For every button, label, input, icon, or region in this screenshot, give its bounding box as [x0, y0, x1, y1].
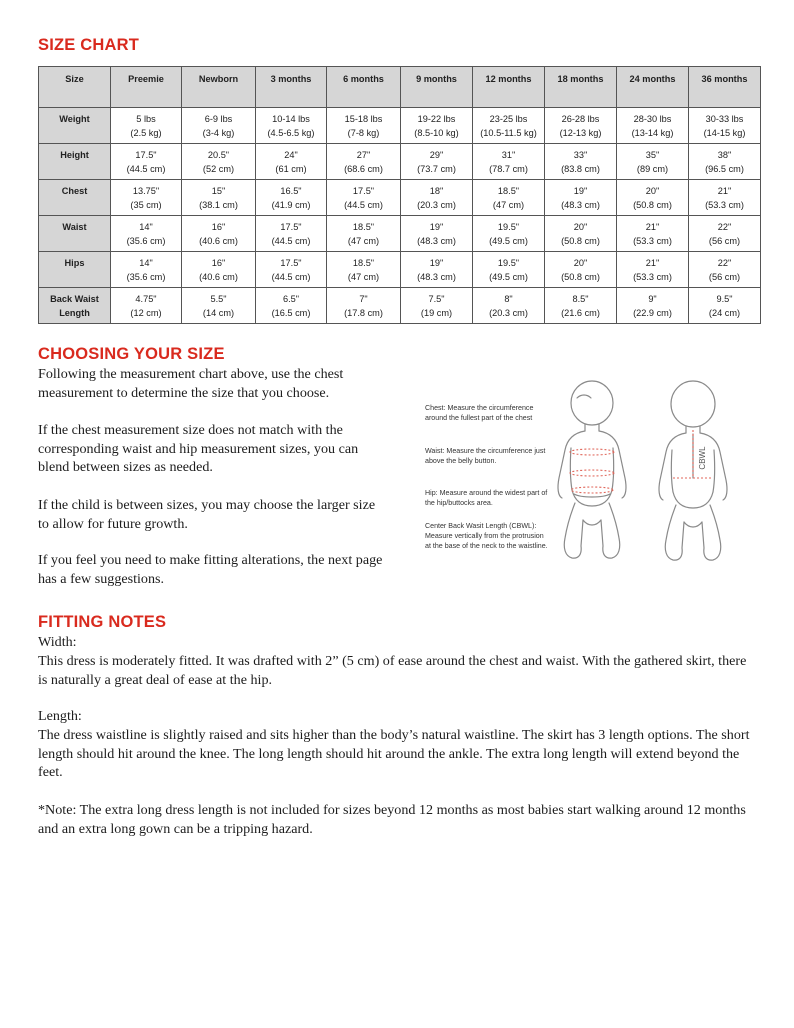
imperial-value: 5.5"	[210, 293, 227, 304]
metric-value: (56 cm)	[708, 235, 741, 246]
imperial-value: 18.5"	[352, 221, 375, 232]
metric-value: (53.3 cm)	[633, 271, 672, 282]
metric-value: (49.5 cm)	[489, 271, 528, 282]
imperial-value: 31"	[501, 149, 516, 160]
size-header: Preemie	[111, 67, 182, 108]
imperial-value: 22"	[717, 221, 732, 232]
imperial-value: 16"	[211, 221, 226, 232]
metric-value: (12 cm)	[130, 307, 162, 318]
measurement-cell	[256, 144, 327, 180]
row-label: Back Waist Length	[39, 288, 111, 324]
metric-value: (96.5 cm)	[705, 163, 744, 174]
measurement-cell	[327, 180, 401, 216]
imperial-value: 5 lbs	[136, 113, 156, 124]
baby-measurement-diagram	[545, 378, 750, 573]
imperial-value: 18"	[429, 185, 444, 196]
imperial-value: 13.75"	[132, 185, 160, 196]
imperial-value: 30-33 lbs	[705, 113, 744, 124]
width-text: This dress is moderately fitted. It was drafted with 2” (5 cm) of ease around the chest and waist. With the gathered skirt, there is naturally a great deal of ease at the hip.	[38, 653, 747, 688]
metric-value: (53.3 cm)	[633, 235, 672, 246]
measurement-cell	[182, 288, 256, 324]
imperial-value: 27"	[356, 149, 371, 160]
imperial-value: 19-22 lbs	[417, 113, 456, 124]
imperial-value: 18.5"	[352, 257, 375, 268]
measurement-cell	[327, 108, 401, 144]
imperial-value: 19"	[429, 257, 444, 268]
measurement-cell	[473, 288, 545, 324]
metric-value: (12-13 kg)	[559, 127, 602, 138]
hip-measure-line	[571, 487, 613, 493]
measurement-cell	[545, 144, 617, 180]
metric-value: (22.9 cm)	[633, 307, 672, 318]
measurement-cell	[401, 108, 473, 144]
imperial-value: 20"	[645, 185, 660, 196]
measurement-cell	[327, 144, 401, 180]
choosing-size-title: CHOOSING YOUR SIZE	[38, 345, 225, 363]
metric-value: (47 cm)	[492, 199, 525, 210]
size-header: 36 months	[689, 67, 761, 108]
metric-value: (44.5 cm)	[271, 271, 311, 282]
metric-value: (73.7 cm)	[417, 163, 456, 174]
metric-value: (48.3 cm)	[561, 199, 600, 210]
measurement-cell	[401, 252, 473, 288]
imperial-value: 20"	[573, 221, 588, 232]
measurement-cell	[473, 144, 545, 180]
choosing-paragraph-3: If the child is between sizes, you may choose the larger size to allow for future growth.	[38, 497, 376, 532]
imperial-value: 14"	[139, 257, 153, 268]
measurement-cell	[617, 108, 689, 144]
size-header-row	[39, 67, 761, 108]
imperial-value: 17.5"	[352, 185, 375, 196]
metric-value: (40.6 cm)	[199, 271, 238, 282]
imperial-value: 28-30 lbs	[633, 113, 672, 124]
size-chart-title: SIZE CHART	[38, 36, 139, 54]
measurement-cell	[182, 180, 256, 216]
metric-value: (20.3 cm)	[489, 307, 528, 318]
metric-value: (40.6 cm)	[199, 235, 238, 246]
measurement-row	[39, 180, 761, 216]
metric-value: (4.5-6.5 kg)	[267, 127, 315, 138]
measurement-cell	[182, 252, 256, 288]
imperial-value: 15-18 lbs	[344, 113, 383, 124]
imperial-value: 21"	[645, 221, 660, 232]
measurement-cell	[545, 108, 617, 144]
imperial-value: 14"	[139, 221, 153, 232]
measurement-cell	[401, 216, 473, 252]
metric-value: (50.8 cm)	[561, 235, 600, 246]
measurement-cell	[689, 216, 761, 252]
metric-value: (7-8 kg)	[347, 127, 380, 138]
imperial-value: 9.5"	[716, 293, 733, 304]
imperial-value: 38"	[717, 149, 732, 160]
imperial-value: 17.5"	[280, 257, 302, 268]
size-chart-body	[39, 108, 761, 324]
row-label: Hips	[39, 252, 111, 288]
imperial-value: 26-28 lbs	[561, 113, 600, 124]
measurement-cell	[111, 180, 182, 216]
metric-value: (50.8 cm)	[561, 271, 600, 282]
imperial-value: 16"	[211, 257, 226, 268]
metric-value: (47 cm)	[347, 235, 380, 246]
waist-measure-line	[570, 470, 614, 476]
imperial-value: 6.5"	[282, 293, 300, 304]
chest-measure-note: Chest: Measure the circumference around the fullest part of the chest	[425, 404, 534, 422]
measurement-cell	[401, 144, 473, 180]
hip-measure-note: Hip: Measure around the widest part of the hip/buttocks area.	[425, 489, 548, 507]
choosing-paragraph-1: Following the measurement chart above, use the chest measurement to determine the size that you choose.	[38, 366, 344, 401]
measurement-cell	[256, 288, 327, 324]
imperial-value: 22"	[717, 257, 732, 268]
imperial-value: 19"	[573, 185, 588, 196]
measurement-cell	[401, 288, 473, 324]
metric-value: (14 cm)	[202, 307, 235, 318]
measurement-row	[39, 216, 761, 252]
row-label: Height	[39, 144, 111, 180]
measurement-row	[39, 288, 761, 324]
metric-value: (44.5 cm)	[126, 163, 166, 174]
metric-value: (44.5 cm)	[271, 235, 311, 246]
imperial-value: 4.75"	[135, 293, 157, 304]
length-text: The dress waistline is slightly raised and sits higher than the body’s natural waistline. The skirt has 3 length options. The short length should hit around the knee. The long length should hit around the ankle. The extra long length will extend beyond the feet.	[38, 727, 750, 781]
choosing-paragraph-4: If you feel you need to make fitting alterations, the next page has a few suggestions.	[38, 552, 383, 587]
size-header: 9 months	[401, 67, 473, 108]
imperial-value: 16.5"	[280, 185, 302, 196]
fitting-notes-title: FITTING NOTES	[38, 613, 167, 631]
measurement-cell	[617, 288, 689, 324]
imperial-value: 20.5"	[207, 149, 230, 160]
fitting-note: *Note: The extra long dress length is not included for sizes beyond 12 months as most babies start walking around 12 months and an extra long gown can be a tripping hazard.	[38, 802, 746, 837]
imperial-value: 17.5"	[280, 221, 302, 232]
metric-value: (20.3 cm)	[417, 199, 456, 210]
row-label: Waist	[39, 216, 111, 252]
measurement-cell	[111, 108, 182, 144]
measurement-cell	[473, 216, 545, 252]
imperial-value: 6-9 lbs	[204, 113, 233, 124]
metric-value: (14-15 kg)	[703, 127, 746, 138]
measurement-cell	[545, 288, 617, 324]
imperial-value: 19.5"	[497, 221, 520, 232]
measurement-cell	[256, 180, 327, 216]
baby-front-figure	[558, 381, 626, 558]
imperial-value: 7"	[359, 293, 368, 304]
size-corner-header: Size	[39, 67, 111, 108]
measurement-cell	[401, 180, 473, 216]
row-label: Chest	[39, 180, 111, 216]
metric-value: (52 cm)	[202, 163, 235, 174]
imperial-value: 21"	[645, 257, 660, 268]
metric-value: (44.5 cm)	[344, 199, 383, 210]
metric-value: (13-14 kg)	[631, 127, 674, 138]
measurement-cell	[473, 108, 545, 144]
metric-value: (35.6 cm)	[126, 271, 166, 282]
imperial-value: 15"	[211, 185, 226, 196]
row-label: Weight	[39, 108, 111, 144]
metric-value: (50.8 cm)	[633, 199, 672, 210]
imperial-value: 23-25 lbs	[489, 113, 528, 124]
imperial-value: 19"	[429, 221, 444, 232]
size-header: 6 months	[327, 67, 401, 108]
metric-value: (56 cm)	[708, 271, 741, 282]
cbwl-label: CBWL	[698, 446, 707, 470]
measurement-cell	[689, 144, 761, 180]
imperial-value: 19.5"	[497, 257, 520, 268]
imperial-value: 35"	[645, 149, 660, 160]
metric-value: (19 cm)	[420, 307, 453, 318]
imperial-value: 8"	[504, 293, 513, 304]
metric-value: (48.3 cm)	[417, 271, 456, 282]
choosing-paragraph-2: If the chest measurement size does not match with the corresponding waist and hip measurement sizes, you can blend between sizes as needed.	[38, 422, 359, 476]
measurement-cell	[617, 216, 689, 252]
measurement-cell	[111, 252, 182, 288]
size-header: 24 months	[617, 67, 689, 108]
imperial-value: 8.5"	[572, 293, 589, 304]
imperial-value: 9"	[648, 293, 657, 304]
imperial-value: 33"	[573, 149, 588, 160]
size-header: 12 months	[473, 67, 545, 108]
imperial-value: 10-14 lbs	[272, 113, 310, 124]
metric-value: (89 cm)	[636, 163, 669, 174]
measurement-cell	[545, 180, 617, 216]
metric-value: (2.5 kg)	[130, 127, 162, 138]
metric-value: (53.3 cm)	[705, 199, 744, 210]
measurement-cell	[689, 180, 761, 216]
metric-value: (3-4 kg)	[202, 127, 235, 138]
metric-value: (48.3 cm)	[417, 235, 456, 246]
metric-value: (41.9 cm)	[271, 199, 311, 210]
measurement-cell	[256, 108, 327, 144]
imperial-value: 29"	[429, 149, 444, 160]
metric-value: (78.7 cm)	[489, 163, 528, 174]
measurement-cell	[473, 180, 545, 216]
measurement-cell	[327, 216, 401, 252]
metric-value: (38.1 cm)	[199, 199, 238, 210]
size-chart-table	[38, 66, 761, 324]
measurement-cell	[182, 144, 256, 180]
measurement-cell	[617, 252, 689, 288]
measurement-cell	[111, 144, 182, 180]
length-label: Length:	[38, 708, 82, 724]
metric-value: (8.5-10 kg)	[414, 127, 459, 138]
measurement-cell	[256, 252, 327, 288]
metric-value: (35 cm)	[130, 199, 162, 210]
measurement-cell	[689, 252, 761, 288]
measurement-cell	[327, 252, 401, 288]
metric-value: (83.8 cm)	[561, 163, 600, 174]
metric-value: (17.8 cm)	[344, 307, 383, 318]
width-label: Width:	[38, 634, 77, 650]
measurement-cell	[473, 252, 545, 288]
measurement-row	[39, 108, 761, 144]
measurement-cell	[182, 108, 256, 144]
measurement-cell	[111, 288, 182, 324]
imperial-value: 18.5"	[497, 185, 520, 196]
cbwl-measure-note: Center Back Wasit Length (CBWL): Measure vertically from the protrusion at the base of the neck to the waistline.	[425, 522, 548, 550]
size-header: Newborn	[182, 67, 256, 108]
measurement-cell	[545, 252, 617, 288]
measurement-cell	[689, 288, 761, 324]
measurement-cell	[617, 180, 689, 216]
metric-value: (35.6 cm)	[126, 235, 166, 246]
measurement-cell	[689, 108, 761, 144]
chest-measure-line	[570, 449, 614, 455]
measurement-cell	[111, 216, 182, 252]
size-header: 3 months	[256, 67, 327, 108]
measurement-cell	[545, 216, 617, 252]
metric-value: (10.5-11.5 kg)	[480, 127, 537, 138]
measurement-cell	[617, 144, 689, 180]
measurement-row	[39, 252, 761, 288]
imperial-value: 7.5"	[428, 293, 445, 304]
metric-value: (24 cm)	[708, 307, 741, 318]
waist-measure-note: Waist: Measure the circumference just above the belly button.	[425, 447, 546, 465]
metric-value: (68.6 cm)	[344, 163, 383, 174]
measurement-cell	[327, 288, 401, 324]
imperial-value: 21"	[717, 185, 732, 196]
metric-value: (61 cm)	[275, 163, 307, 174]
metric-value: (16.5 cm)	[271, 307, 311, 318]
metric-value: (49.5 cm)	[489, 235, 528, 246]
measurement-row	[39, 144, 761, 180]
measurement-cell	[256, 216, 327, 252]
metric-value: (21.6 cm)	[561, 307, 600, 318]
imperial-value: 24"	[284, 149, 298, 160]
imperial-value: 17.5"	[135, 149, 157, 160]
measurement-cell	[182, 216, 256, 252]
imperial-value: 20"	[573, 257, 588, 268]
size-header: 18 months	[545, 67, 617, 108]
metric-value: (47 cm)	[347, 271, 380, 282]
